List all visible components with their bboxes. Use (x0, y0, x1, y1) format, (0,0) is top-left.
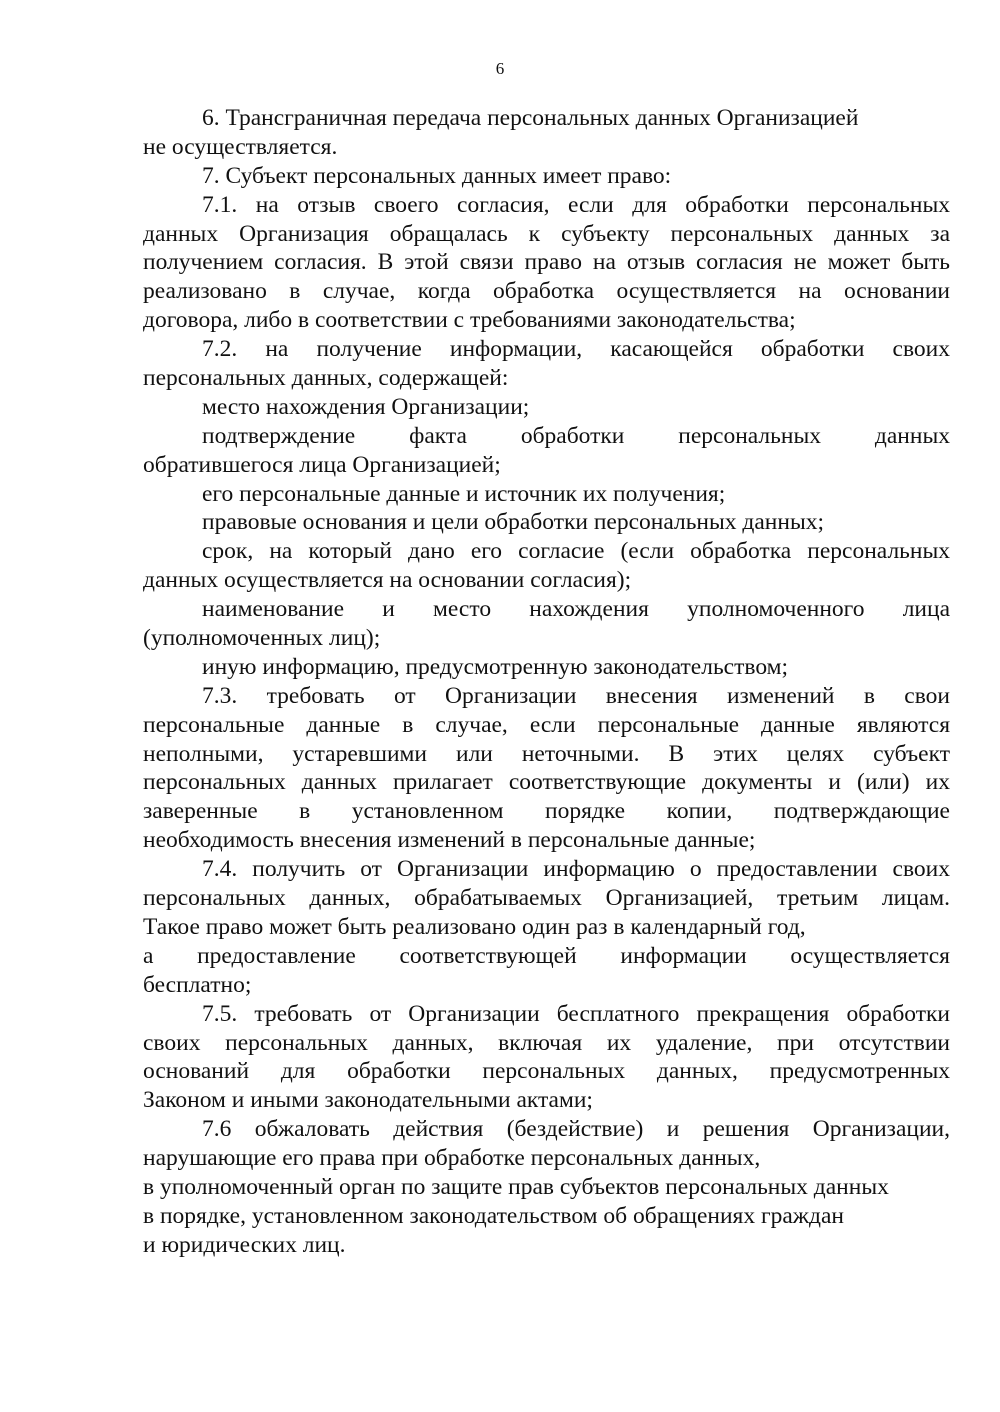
text-line: необходимость внесения изменений в персональные данные; (143, 827, 756, 854)
text-line: и юридических лиц. (143, 1231, 346, 1258)
text-line: бесплатно; (143, 971, 252, 998)
text-line: 7.1. на отзыв своего согласия, если для обработки персональных (202, 191, 950, 218)
text-line: его персональные данные и источник их получения; (202, 480, 726, 507)
text-line: персональные данные в случае, если персональные данные являются (143, 711, 950, 738)
text-line: данных осуществляется на основании согласия); (143, 567, 632, 594)
text-line: место нахождения Организации; (202, 393, 530, 420)
paragraph-p7-2 (143, 335, 950, 393)
text-line: договора, либо в соответствии с требованиями законодательства; (143, 307, 796, 334)
text-line: персональных данных прилагает соответствующие документы и (или) их (143, 769, 950, 796)
paragraph-p7-2-f (143, 595, 950, 653)
paragraph-p7-2-g (143, 653, 950, 682)
text-line: оснований для обработки персональных данных, предусмотренных (143, 1058, 950, 1085)
paragraph-p7-1 (143, 191, 950, 335)
text-line: персональных данных, обрабатываемых Организацией, третьим лицам. (143, 885, 950, 912)
text-line: подтверждение факта обработки персональных данных (202, 422, 950, 449)
document-body (143, 104, 950, 1260)
text-line: не осуществляется. (143, 133, 338, 160)
paragraph-p7-4 (143, 855, 950, 999)
text-line: 7.2. на получение информации, касающейся обработки своих (202, 336, 950, 363)
text-line: данных Организация обращалась к субъекту персональных данных за (143, 220, 950, 247)
text-line: реализовано в случае, когда обработка осуществляется на основании (143, 278, 950, 305)
paragraph-p7-3 (143, 682, 950, 855)
text-line: получением согласия. В этой связи право на отзыв согласия не может быть (143, 249, 950, 276)
text-line: заверенные в установленном порядке копии, подтверждающие (143, 798, 950, 825)
paragraph-p7-6 (143, 1115, 950, 1259)
text-line: нарушающие его права при обработке персональных данных, (143, 1145, 761, 1172)
text-line: наименование и место нахождения уполномоченного лица (202, 596, 950, 623)
text-line: 7.5. требовать от Организации бесплатного прекращения обработки (202, 1000, 950, 1027)
text-line: а предоставление соответствующей информации осуществляется (143, 942, 950, 969)
text-line: срок, на который дано его согласие (если обработка персональных (202, 538, 950, 565)
paragraph-p7-2-b (143, 422, 950, 480)
text-line: Законом и иными законодательными актами; (143, 1087, 593, 1114)
text-line: своих персональных данных, включая их удаление, при отсутствии (143, 1029, 950, 1056)
text-line: правовые основания и цели обработки персональных данных; (202, 509, 825, 536)
text-line: 7.6 обжаловать действия (бездействие) и решения Организации, (202, 1116, 950, 1143)
text-line: в уполномоченный орган по защите прав субъектов персональных данных (143, 1173, 889, 1200)
paragraph-p7-5 (143, 1000, 950, 1116)
paragraph-p7-2-a (143, 393, 950, 422)
paragraph-p7-2-c (143, 480, 950, 509)
paragraph-p7 (143, 162, 950, 191)
text-line: 6. Трансграничная передача персональных данных Организацией (202, 105, 859, 131)
text-line: иную информацию, предусмотренную законодательством; (202, 653, 789, 680)
paragraph-p6 (143, 104, 950, 162)
paragraph-p7-2-e (143, 537, 950, 595)
text-line: обратившегося лица Организацией; (143, 451, 501, 478)
text-line: 7. Субъект персональных данных имеет право: (202, 162, 672, 189)
text-line: персональных данных, содержащей: (143, 365, 509, 392)
page-number: 6 (495, 59, 505, 78)
text-line: 7.4. получить от Организации информацию о предоставлении своих (202, 856, 950, 883)
paragraph-p7-2-d (143, 508, 950, 537)
text-line: Такое право может быть реализовано один раз в календарный год, (143, 913, 806, 940)
text-line: (уполномоченных лиц); (143, 625, 381, 652)
text-line: в порядке, установленном законодательством об обращениях граждан (143, 1202, 845, 1229)
text-line: неполными, устаревшими или неточными. В этих целях субъект (143, 740, 950, 767)
text-line: 7.3. требовать от Организации внесения изменений в свои (202, 682, 950, 709)
